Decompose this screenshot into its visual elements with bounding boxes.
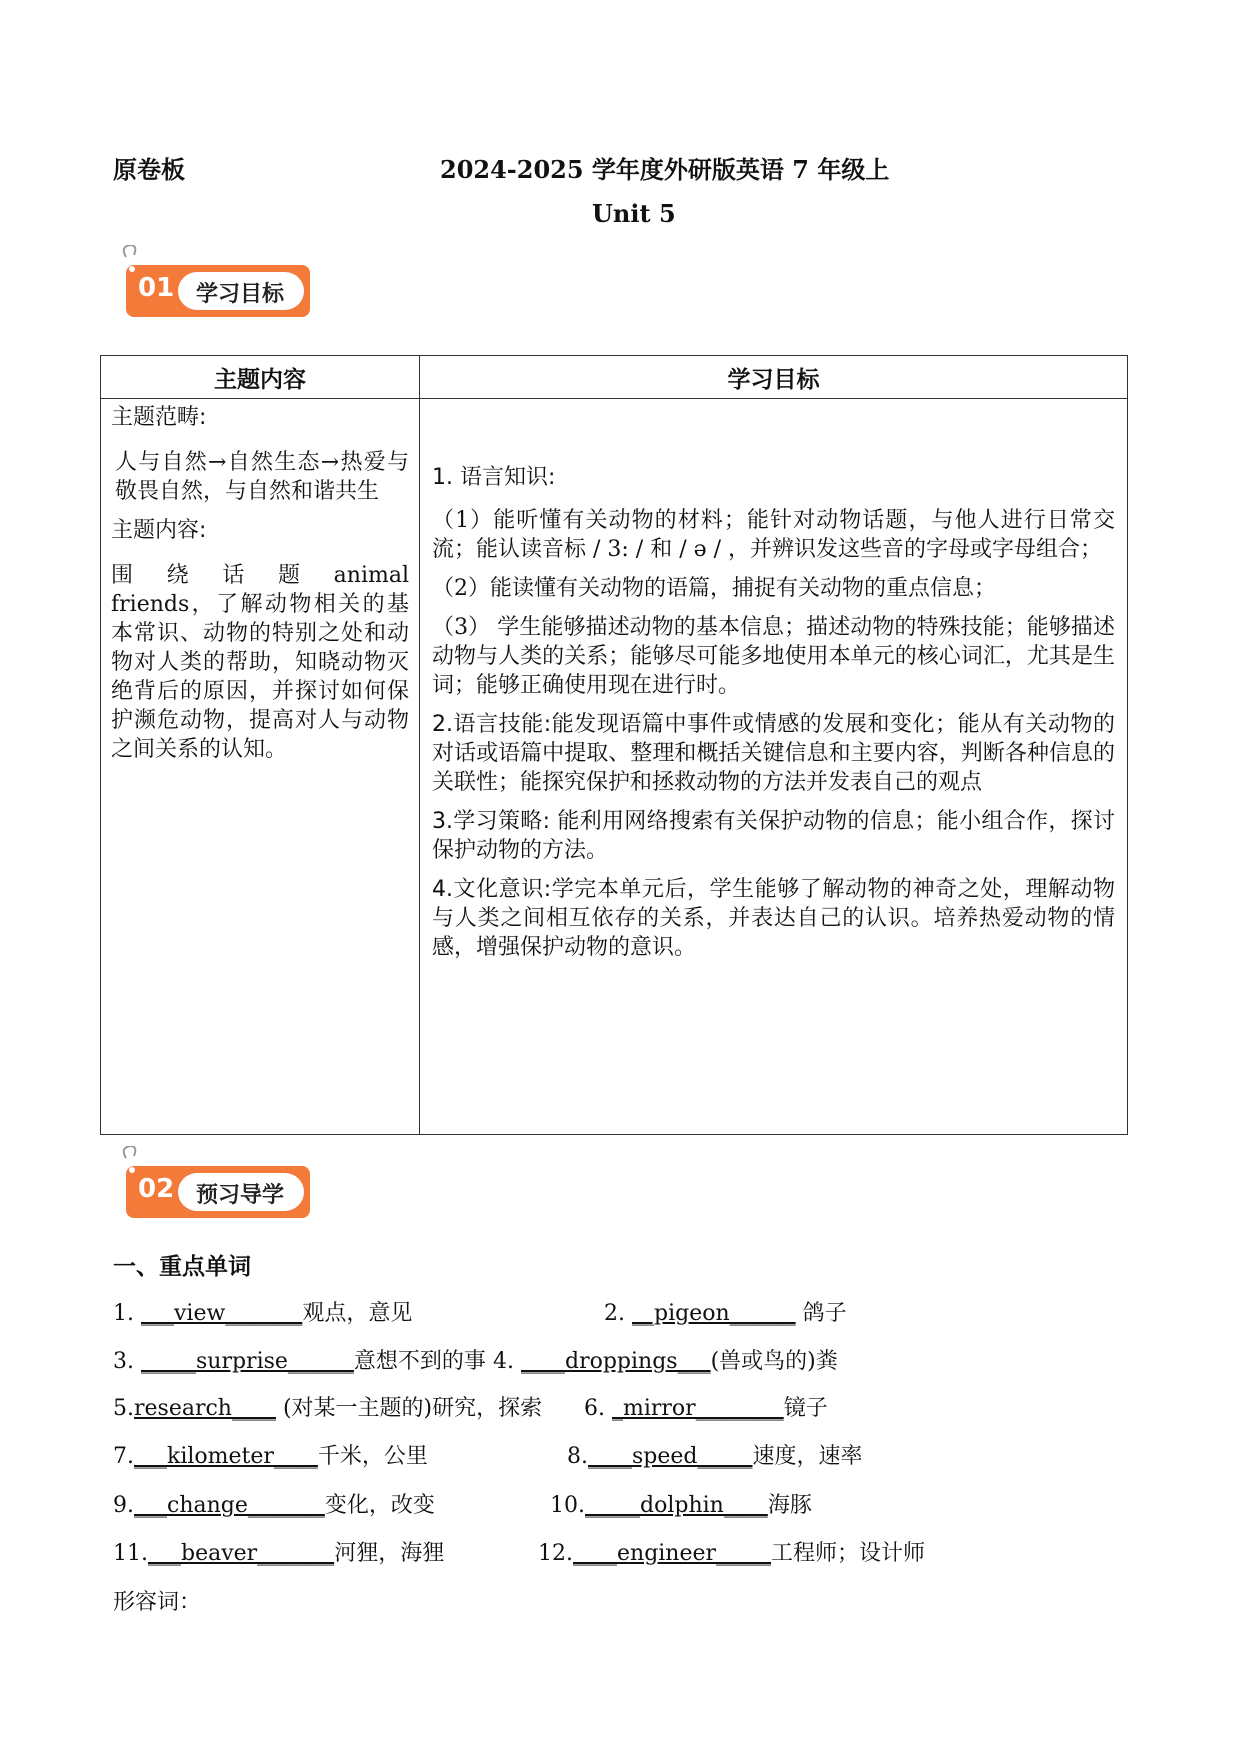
vocab-num: 6. — [584, 1396, 605, 1421]
vocab-answer: ___change_______ — [134, 1493, 325, 1518]
vocab-item-6 — [584, 1391, 828, 1422]
vocab-meaning: 变化，改变 — [324, 1493, 435, 1518]
vocab-answer: ____droppings___ — [521, 1349, 711, 1374]
vocab-num: 12. — [538, 1541, 573, 1566]
vocab-meaning: 镜子 — [783, 1396, 828, 1421]
vocab-item-12 — [538, 1536, 925, 1567]
vocab-num: 2. — [604, 1301, 625, 1326]
vocab-section-title: 一、重点单词 — [113, 1253, 251, 1280]
vocab-answer: _____dolphin____ — [585, 1493, 768, 1518]
vocab-answer: _mirror________ — [612, 1396, 784, 1421]
vocab-meaning: 速度，速率 — [752, 1444, 863, 1469]
doc-label: 原卷板 — [113, 155, 185, 184]
content-text: 围 绕 话 题 animal friends，了解动物相关的基本常识、动物的特别之处和动物对人类的帮助，知晓动物灭绝背后的原因，并探讨如何保护濒危动物，提高对人与动物之间关系的认知。 — [111, 563, 409, 762]
strategy-heading: 3.学习策略: — [432, 809, 551, 834]
goals-table — [100, 355, 1128, 1135]
skills-heading: 2.语言技能: — [432, 712, 552, 737]
vocab-answer: ___beaver_______ — [148, 1541, 335, 1566]
culture-heading: 4.文化意识: — [432, 877, 552, 902]
vocab-item-9 — [113, 1488, 435, 1519]
doc-subtitle: Unit 5 — [592, 199, 676, 228]
vocab-answer: __pigeon______ — [632, 1301, 796, 1326]
category-text: 人与自然→自然生态→热爱与敬畏自然，与自然和谐共生 — [115, 450, 409, 504]
adjective-label: 形容词： — [113, 1590, 202, 1615]
vocab-answer: ____engineer_____ — [573, 1541, 772, 1566]
vocab-meaning: (对某一主题的)研究，探索 — [275, 1396, 543, 1421]
vocab-answer: ___view_______ — [141, 1301, 303, 1326]
knowledge-sub3: （3） 学生能够描述动物的基本信息；描述动物的特殊技能；能够描述动物与人类的关系；能够尽可能多地使用本单元的核心词汇，尤其是生词；能够正确使用现在进行时。 — [432, 615, 1115, 698]
category-heading: 主题范畴: — [111, 405, 207, 430]
col-header-topic: 主题内容 — [101, 356, 420, 399]
vocab-num: 9. — [113, 1493, 134, 1518]
skills-paragraph — [432, 710, 1115, 797]
vocab-meaning: 千米，公里 — [317, 1444, 428, 1469]
vocab-num: 5. — [113, 1396, 134, 1421]
badge-label: 预习导学 — [196, 1183, 285, 1208]
vocab-item-2 — [604, 1296, 847, 1327]
vocab-meaning: 海豚 — [767, 1493, 812, 1518]
vocab-answer: research____ — [134, 1396, 276, 1421]
vocab-num: 7. — [113, 1444, 134, 1469]
knowledge-sub2: （2）能读懂有关动物的语篇，捕捉有关动物的重点信息； — [432, 576, 996, 601]
vocab-num: 10. — [550, 1493, 585, 1518]
vocab-meaning: 观点，意见 — [302, 1301, 413, 1326]
vocab-num: 1. — [113, 1301, 134, 1326]
strategy-paragraph — [432, 807, 1115, 865]
section-badge-preview — [118, 1146, 358, 1226]
culture-text: 学完本单元后，学生能够了解动物的神奇之处，理解动物与人类之间相互依存的关系，并表达自己的认识。培养热爱动物的情感，增强保护动物的意识。 — [432, 877, 1115, 960]
vocab-item-7 — [113, 1439, 428, 1470]
col-header-goals: 学习目标 — [420, 356, 1128, 399]
vocab-num: 3. — [113, 1349, 134, 1374]
badge-number: 01 — [138, 273, 175, 303]
vocab-item-1 — [113, 1296, 412, 1327]
culture-paragraph — [432, 875, 1115, 962]
badge-number: 02 — [138, 1174, 175, 1204]
content-heading: 主题内容: — [111, 518, 207, 543]
section-badge-goals — [118, 245, 358, 325]
vocab-num: 11. — [113, 1541, 148, 1566]
vocab-num: 8. — [567, 1444, 588, 1469]
vocab-item-3 — [113, 1344, 486, 1375]
topic-cell — [101, 399, 420, 1135]
vocab-item-5 — [113, 1391, 542, 1422]
vocab-num: 4. — [493, 1349, 514, 1374]
doc-title: 2024-2025 学年度外研版英语 7 年级上 — [440, 155, 890, 184]
vocab-item-10 — [550, 1488, 812, 1519]
vocab-meaning: 鸽子 — [795, 1301, 847, 1326]
skills-text: 能发现语篇中事件或情感的发展和变化；能从有关动物的对话或语篇中提取、整理和概括关键信息和主要内容，判断各种信息的关联性；能探究保护和拯救动物的方法并发表自己的观点 — [432, 712, 1115, 795]
vocab-meaning: 河狸，海狸 — [334, 1541, 445, 1566]
goals-cell — [420, 399, 1128, 1135]
vocab-item-8 — [567, 1439, 863, 1470]
vocab-meaning: (兽或鸟的)粪 — [710, 1349, 838, 1374]
strategy-text: 能利用网络搜索有关保护动物的信息；能小组合作，探讨保护动物的方法。 — [432, 809, 1116, 863]
vocab-answer: _____surprise______ — [141, 1349, 354, 1374]
vocab-meaning: 意想不到的事 — [353, 1349, 486, 1374]
vocab-answer: ____speed_____ — [588, 1444, 753, 1469]
knowledge-heading: 1. 语言知识: — [432, 465, 556, 490]
vocab-item-11 — [113, 1536, 444, 1567]
vocab-item-4 — [493, 1344, 838, 1375]
vocab-answer: ___kilometer____ — [134, 1444, 318, 1469]
knowledge-sub1: （1）能听懂有关动物的材料；能针对动物话题，与他人进行日常交流；能认读音标 / 3: / 和 / ə / ，并辨识发这些音的字母或字母组合； — [432, 508, 1115, 562]
vocab-meaning: 工程师；设计师 — [771, 1541, 926, 1566]
badge-label: 学习目标 — [196, 282, 285, 307]
